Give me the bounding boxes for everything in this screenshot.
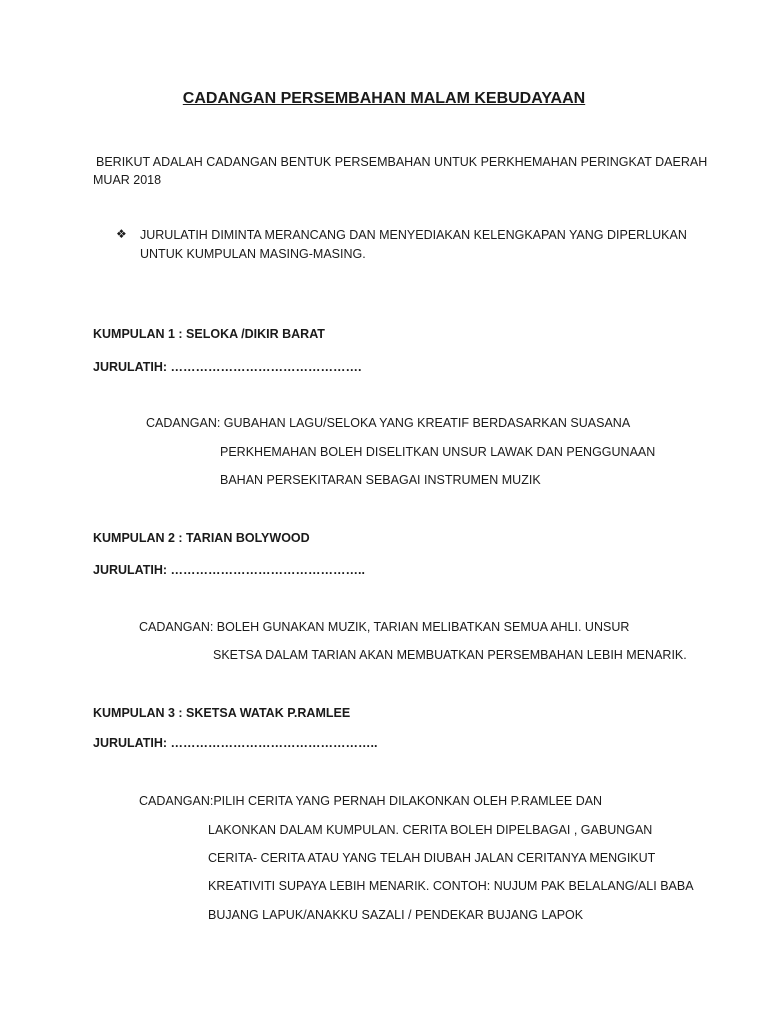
- group-2-suggestion-line-1: CADANGAN: BOLEH GUNAKAN MUZIK, TARIAN MELIBATKAN SEMUA AHLI. UNSUR: [139, 620, 630, 634]
- group-1-title: KUMPULAN 1 : SELOKA /DIKIR BARAT: [93, 327, 325, 341]
- group-3-suggestion-line-1: CADANGAN:PILIH CERITA YANG PERNAH DILAKONKAN OLEH P.RAMLEE DAN: [139, 794, 603, 808]
- diamond-bullet-icon: ❖: [116, 227, 127, 241]
- group-3-title: KUMPULAN 3 : SKETSA WATAK P.RAMLEE: [93, 706, 351, 720]
- group-3-suggestion-line-3: CERITA- CERITA ATAU YANG TELAH DIUBAH JALAN CERITANYA MENGIKUT: [208, 851, 656, 865]
- document-title: CADANGAN PERSEMBAHAN MALAM KEBUDAYAAN: [182, 90, 586, 107]
- group-1-trainer: JURULATIH: ……………………………………….: [93, 360, 362, 374]
- group-3-suggestion-line-5: BUJANG LAPUK/ANAKKU SAZALI / PENDEKAR BUJANG LAPOK: [208, 908, 584, 922]
- intro-line-2: MUAR 2018: [93, 173, 162, 187]
- instruction-text: [140, 226, 687, 264]
- group-2-title: KUMPULAN 2 : TARIAN BOLYWOOD: [93, 531, 310, 545]
- group-3-trainer: JURULATIH: …………………………………………..: [93, 736, 378, 750]
- group-3-suggestion-line-4: KREATIVITI SUPAYA LEBIH MENARIK. CONTOH: NUJUM PAK BELALANG/ALI BABA: [208, 879, 694, 893]
- intro-line-1: BERIKUT ADALAH CADANGAN BENTUK PERSEMBAHAN UNTUK PERKHEMAHAN PERINGKAT DAERAH: [96, 155, 708, 169]
- group-2-trainer: JURULATIH: ………………………………………..: [93, 563, 365, 577]
- group-1-suggestion-line-2: PERKHEMAHAN BOLEH DISELITKAN UNSUR LAWAK DAN PENGGUNAAN: [220, 445, 656, 459]
- instruction-line-2: UNTUK KUMPULAN MASING-MASING.: [140, 247, 366, 261]
- group-2-suggestion-line-2: SKETSA DALAM TARIAN AKAN MEMBUATKAN PERSEMBAHAN LEBIH MENARIK.: [213, 648, 687, 662]
- instruction-line-1: JURULATIH DIMINTA MERANCANG DAN MENYEDIAKAN KELENGKAPAN YANG DIPERLUKAN: [140, 228, 687, 242]
- group-1-suggestion-line-1: CADANGAN: GUBAHAN LAGU/SELOKA YANG KREATIF BERDASARKAN SUASANA: [146, 416, 631, 430]
- group-3-suggestion-line-2: LAKONKAN DALAM KUMPULAN. CERITA BOLEH DIPELBAGAI , GABUNGAN: [208, 823, 653, 837]
- intro-paragraph: [93, 153, 713, 189]
- group-1-suggestion-line-3: BAHAN PERSEKITARAN SEBAGAI INSTRUMEN MUZIK: [220, 473, 541, 487]
